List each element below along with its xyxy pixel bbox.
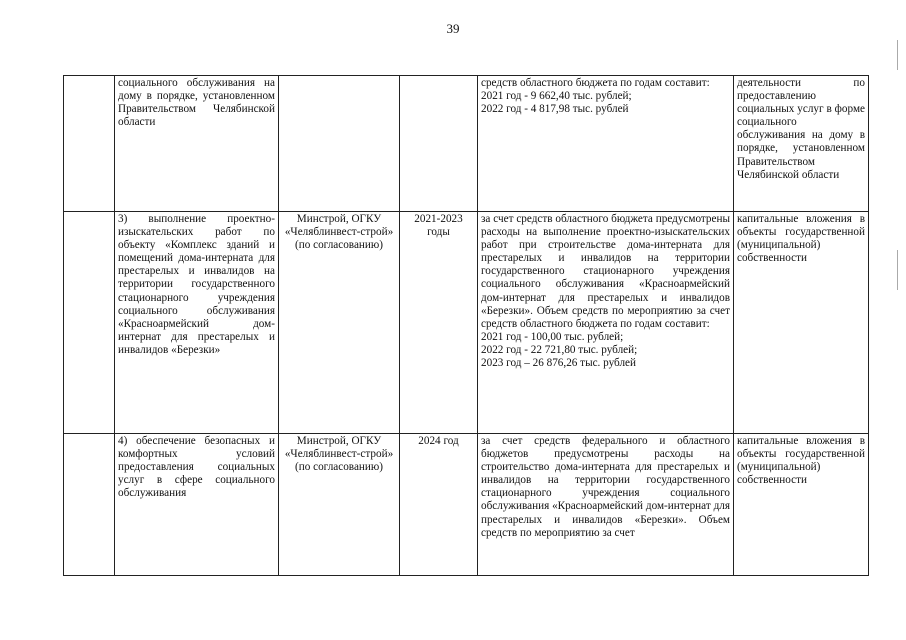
table-row (64, 212, 869, 434)
period-cell: 2024 год (400, 434, 478, 576)
direction-cell: деятельности по предоставлению социальных услуг в форме социального обслуживания на дому в порядке, установленном Правительством Челябинской области (734, 76, 869, 212)
measure-cell: 4) обеспечение безопасных и комфортных условий предоставления социальных услуг в сфере социального обслуживания (115, 434, 279, 576)
financing-year-line: 2021 год - 9 662,40 тыс. рублей; (481, 90, 632, 103)
financing-year-line: 2022 год - 22 721,80 тыс. рублей; (481, 343, 638, 356)
row-number-cell (64, 434, 115, 576)
measure-cell: социального обслуживания на дому в порядке, установленном Правительством Челябинской области (115, 76, 279, 212)
financing-text: за счет средств областного бюджета предусмотрены расходы на выполнение проектно-изыскательских работ при строительстве дома-интерната для престарелых и инвалидов на территории государственного стационарного учреждения социального обслуживания «Красноармейский дом-интернат для престарелых и инвалидов «Березки». Объем средств по мероприятию за счет средств областного бюджета по годам составит: (481, 213, 730, 330)
financing-year-line: 2022 год - 4 817,98 тыс. рублей (481, 103, 629, 116)
executor-cell: Минстрой, ОГКУ «Челяблинвест-строй» (по согласованию) (279, 212, 400, 434)
financing-year-line: 2021 год - 100,00 тыс. рублей; (481, 330, 624, 343)
scan-edge-mark (897, 40, 898, 70)
financing-text: средств областного бюджета по годам составит: (481, 77, 710, 89)
executor-cell (279, 76, 400, 212)
program-measures-table (63, 75, 869, 576)
measure-cell: 3) выполнение проектно-изыскательских работ по объекту «Комплекс зданий и помещений дома-интерната для престарелых и инвалидов на территории государственного стационарного учреждения социального обслуживания «Красноармейский дом-интернат для престарелых и инвалидов «Березки» (115, 212, 279, 434)
direction-cell: капитальные вложения в объекты государственной (муниципальной) собственности (734, 434, 869, 576)
period-cell: 2021-2023 годы (400, 212, 478, 434)
financing-cell: за счет средств федерального и областного бюджетов предусмотрены расходы на строительство дома-интерната для престарелых и инвалидов на территории государственного стационарного учреждения социального обслуживания «Красноармейский дом-интернат для престарелых и инвалидов «Березки». Объем средств по мероприятию за счет (478, 434, 734, 576)
row-number-cell (64, 212, 115, 434)
row-number-cell (64, 76, 115, 212)
executor-cell: Минстрой, ОГКУ «Челяблинвест-строй» (по согласованию) (279, 434, 400, 576)
direction-cell: капитальные вложения в объекты государственной (муниципальной) собственности (734, 212, 869, 434)
financing-cell (478, 76, 734, 212)
table-row (64, 434, 869, 576)
period-cell (400, 76, 478, 212)
financing-cell (478, 212, 734, 434)
financing-year-line: 2023 год – 26 876,26 тыс. рублей (481, 357, 636, 370)
table-row (64, 76, 869, 212)
page-number: 39 (446, 21, 460, 36)
scan-edge-mark (897, 250, 898, 290)
